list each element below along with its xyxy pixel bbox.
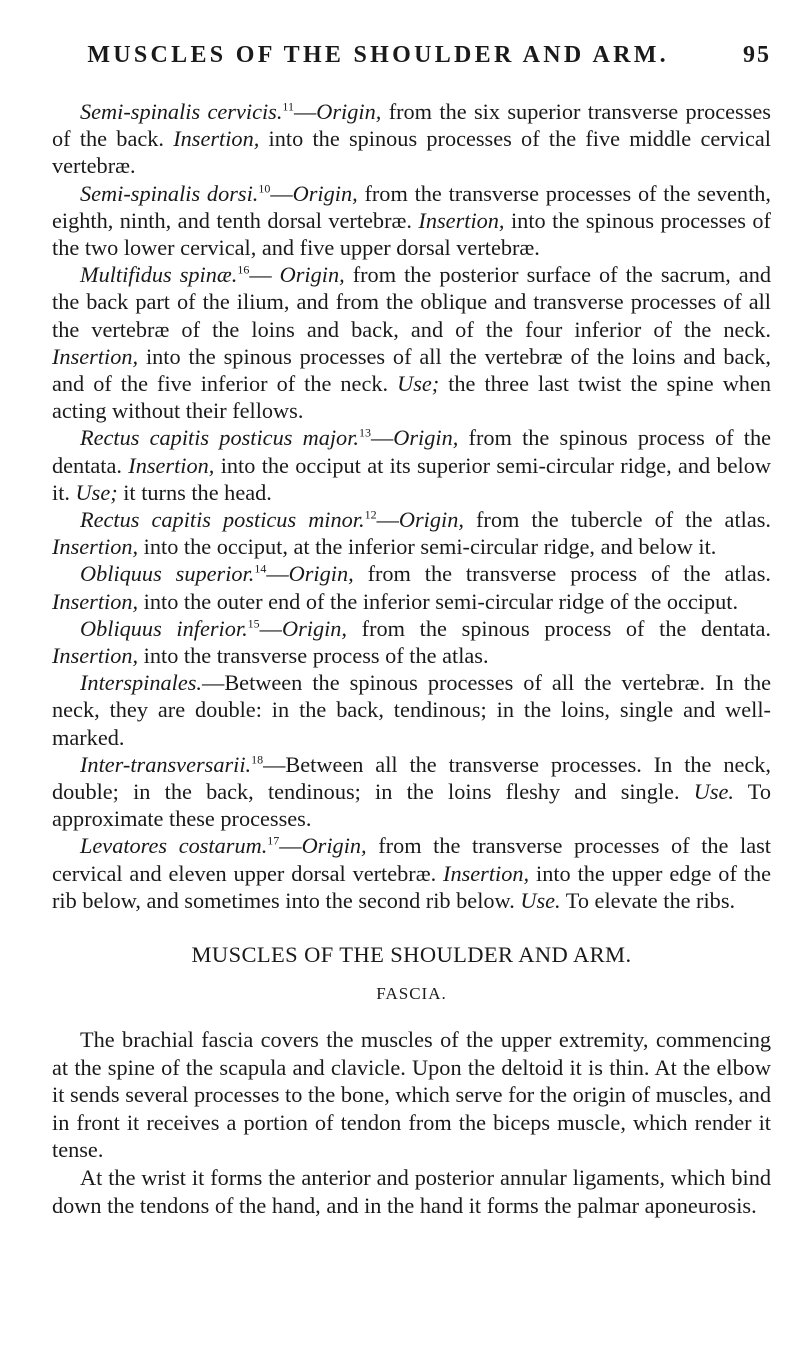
entry-text: To approximate these processes. <box>52 779 771 832</box>
entry-text: —Between all the transverse processes. In the neck, double; in the back, tendinous; in the loins fleshy and single. <box>52 751 771 805</box>
entry-text: — <box>279 833 302 859</box>
entry-label: Insertion, <box>52 534 139 560</box>
entry-text: into the outer end of the inferior semi-circular ridge of the occiput. <box>138 588 739 614</box>
entry-text: the three last twist the spine when acting without their fellows. <box>52 371 771 424</box>
footnote-reference: 11 <box>282 99 294 114</box>
entry-label: Insertion, <box>443 860 530 886</box>
entry-text: — <box>266 561 289 587</box>
entry-label: Origin, <box>281 615 348 641</box>
footnote-reference: 14 <box>254 562 267 577</box>
entry-text: — <box>293 99 317 124</box>
muscle-name: Semi-spinalis dorsi. <box>80 180 259 206</box>
entry-text: into the spinous processes of all the vertebræ of the loins and back, and of the five inferior of the neck. <box>52 343 771 397</box>
muscle-name: Rectus capitis posticus minor. <box>80 507 365 533</box>
entry-label: Origin, <box>292 180 358 206</box>
muscle-entry <box>52 261 771 424</box>
entry-text: from the posterior surface of the sacrum, and the back part of the ilium, and from the oblique and transverse processes of all the vertebræ of the loins and back, and of the four inferior of the neck. <box>52 262 772 342</box>
page-number: 95 <box>743 42 771 68</box>
footnote-reference: 13 <box>358 426 371 441</box>
muscle-entry <box>52 560 771 614</box>
muscle-name: Levatores costarum. <box>80 833 268 859</box>
footnote-reference: 17 <box>267 834 280 849</box>
entry-label: Insertion, <box>52 343 139 369</box>
entry-text: it turns the head. <box>117 479 272 505</box>
fascia-paragraph: At the wrist it forms the anterior and posterior annular ligaments, which bind down the tendons of the hand, and in the hand it forms the palmar aponeurosis. <box>52 1165 771 1218</box>
muscle-entry <box>52 506 771 560</box>
entry-text: —Between the spinous processes of all the vertebræ. In the neck, they are double: in the back, tendinous; in the loins, single and well-marked. <box>52 670 771 750</box>
entry-text: into the occiput, at the inferior semi-circular ridge, and below it. <box>138 534 717 560</box>
entry-label: Use; <box>75 479 118 505</box>
entry-label: Insertion, <box>418 207 505 233</box>
section-title: MUSCLES OF THE SHOULDER AND ARM. <box>191 942 632 968</box>
muscle-name: Inter-transversarii. <box>80 751 252 777</box>
entry-text: — <box>249 262 280 288</box>
entry-text: — <box>370 425 394 451</box>
muscle-entry <box>52 832 771 914</box>
entry-label: Use. <box>520 887 561 913</box>
entry-text: into the spinous processes of the two lower cervical, and five upper dorsal vertebræ. <box>52 207 771 261</box>
entry-label: Use; <box>397 371 440 397</box>
entry-text: into the spinous processes of the five middle cervical vertebræ. <box>52 126 771 179</box>
muscle-entry <box>52 615 771 669</box>
muscle-name: Obliquus superior. <box>80 561 255 587</box>
muscle-entry <box>52 669 771 751</box>
entry-text: from the spinous process of the dentata. <box>347 615 771 641</box>
entry-text: from the spinous process of the dentata. <box>52 425 771 478</box>
entry-label: Origin, <box>301 833 367 859</box>
fascia-text <box>52 1026 771 1219</box>
muscle-name: Semi-spinalis cervicis. <box>80 99 283 124</box>
muscle-entry <box>52 424 771 506</box>
entry-text: into the transverse process of the atlas. <box>138 643 489 669</box>
entry-label: Use. <box>693 779 734 805</box>
footnote-reference: 16 <box>237 262 250 277</box>
muscle-entries <box>52 98 771 914</box>
running-header <box>52 42 771 76</box>
subsection-title: FASCIA. <box>376 984 447 1004</box>
fascia-paragraph: The brachial fascia covers the muscles of the upper extremity, commencing at the spine of the scapula and clavicle. Upon the deltoid it is thin. At the elbow it sends several processes to the bone, which serve for the origin of muscles, and in front it receives a portion of tendon from the biceps muscle, which render it tense. <box>52 1027 771 1163</box>
entry-label: Insertion, <box>173 126 260 152</box>
muscle-name: Obliquus inferior. <box>80 615 248 641</box>
entry-label: Origin, <box>316 99 382 124</box>
entry-label: Insertion, <box>52 588 139 614</box>
entry-text: into the upper edge of the rib below, and sometimes into the second rib below. <box>52 860 771 913</box>
muscle-entry <box>52 180 771 262</box>
running-title: MUSCLES OF THE SHOULDER AND ARM. <box>87 42 669 68</box>
muscle-name: Rectus capitis posticus major. <box>80 425 359 451</box>
entry-label: Origin, <box>279 262 345 288</box>
entry-text: — <box>376 507 399 533</box>
footnote-reference: 15 <box>247 616 260 631</box>
entry-label: Insertion, <box>128 452 215 478</box>
entry-text: from the tubercle of the atlas. <box>463 507 771 533</box>
muscle-name: Multifidus spinæ. <box>80 262 238 288</box>
footnote-reference: 18 <box>251 752 264 767</box>
entry-label: Origin, <box>398 507 464 533</box>
entry-text: from the transverse process of the atlas. <box>353 561 771 587</box>
entry-text: — <box>270 180 293 206</box>
footnote-reference: 12 <box>364 507 377 522</box>
entry-text: into the occiput at its superior semi-circular ridge, and below it. <box>52 452 772 505</box>
entry-label: Origin, <box>393 425 459 451</box>
footnote-reference: 10 <box>258 181 271 196</box>
muscle-name: Interspinales. <box>80 670 203 696</box>
muscle-entry <box>52 751 771 833</box>
entry-text: from the transverse processes of the seventh, eighth, ninth, and tenth dorsal vertebræ. <box>52 180 771 233</box>
entry-text: To elevate the ribs. <box>560 887 736 913</box>
entry-label: Origin, <box>288 561 354 587</box>
entry-label: Insertion, <box>52 643 139 669</box>
entry-text: from the transverse processes of the last cervical and eleven upper dorsal vertebræ. <box>52 833 771 886</box>
entry-text: from the six superior transverse processes of the back. <box>52 99 771 152</box>
entry-text: — <box>259 615 282 641</box>
muscle-entry <box>52 98 771 180</box>
